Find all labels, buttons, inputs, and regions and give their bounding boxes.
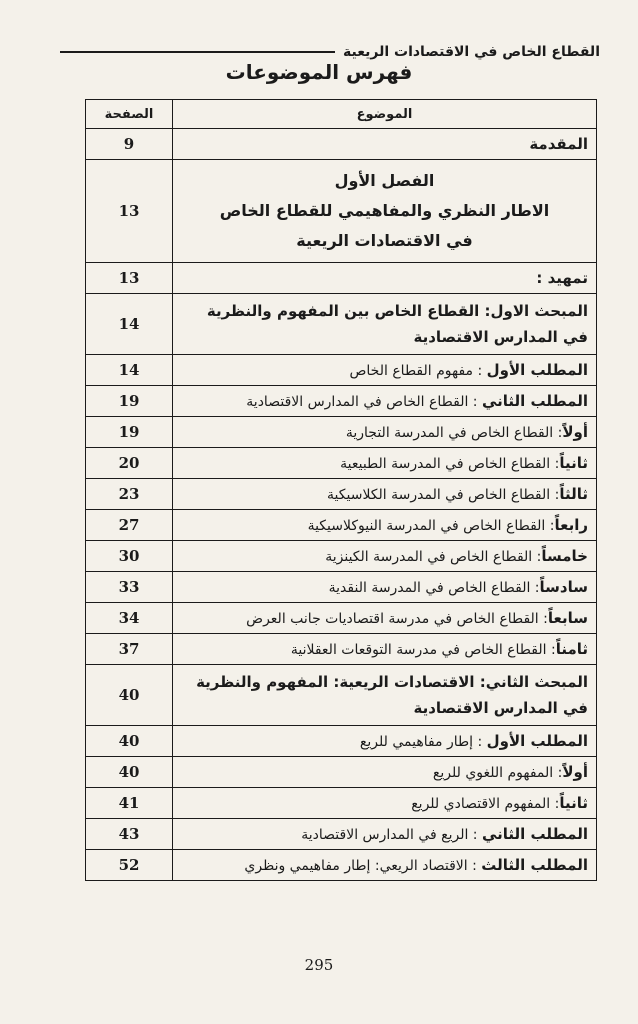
toc-entry-label: خامساً (541, 547, 588, 565)
toc-entry (173, 819, 597, 850)
toc-entry-text: : الريع في المدارس الاقتصادية (301, 827, 482, 843)
toc-row (86, 788, 597, 819)
toc-entry-label: المطلب الثاني (481, 825, 588, 843)
subject-column-header: الموضوع (173, 100, 597, 129)
toc-entry (173, 603, 597, 634)
toc-title: فهرس الموضوعات (225, 60, 413, 84)
toc-row (86, 850, 597, 881)
toc-header-row (86, 100, 597, 129)
toc-entry-text: : المفهوم اللغوي للريع (432, 765, 563, 781)
toc-entry-label: سادساً (539, 578, 588, 596)
toc-entry (173, 129, 597, 160)
toc-entry-page: 40 (86, 665, 173, 726)
toc-row (86, 572, 597, 603)
toc-entry (173, 665, 597, 726)
toc-entry-label: المطلب الثالث (481, 856, 588, 874)
running-head-rule (60, 51, 335, 53)
toc-entry-page: 19 (86, 386, 173, 417)
toc-entry (173, 510, 597, 541)
toc-entry-label: ثانياً (559, 454, 588, 472)
toc-entry (173, 386, 597, 417)
toc-entry-page: 40 (86, 757, 173, 788)
toc-entry-text: : القطاع الخاص في المدارس الاقتصادية (246, 394, 482, 410)
toc-entry (173, 726, 597, 757)
toc-entry-page: 27 (86, 510, 173, 541)
toc-entry-label: المطلب الأول (486, 361, 588, 379)
page-number: 295 (304, 956, 334, 974)
toc-entry (173, 263, 597, 294)
toc-row (86, 263, 597, 294)
toc-entry-label: أولاً (562, 763, 588, 781)
toc-row (86, 448, 597, 479)
toc-entry-text: : القطاع الخاص في مدرسة التوقعات العقلانية (290, 642, 556, 658)
toc-entry (173, 788, 597, 819)
toc-entry-text: : القطاع الخاص في المدرسة التجارية (345, 425, 563, 441)
toc-entry-text: : إطار مفاهيمي للريع (359, 734, 487, 750)
toc-entry-text: : القطاع الخاص في المدرسة النيوكلاسيكية (307, 518, 555, 534)
chapter-title-line: في الاقتصادات الريعية (296, 231, 473, 250)
toc-row (86, 603, 597, 634)
toc-row (86, 160, 597, 263)
toc-entry-label: ثالثاً (559, 485, 588, 503)
toc-entry-page: 14 (86, 294, 173, 355)
toc-row (86, 665, 597, 726)
toc-entry (173, 634, 597, 665)
toc-entry (173, 417, 597, 448)
toc-row (86, 479, 597, 510)
toc-entry-label: المطلب الأول (486, 732, 588, 750)
toc-entry-label: ثامناً (555, 640, 588, 658)
toc-entry (173, 850, 597, 881)
toc-entry-text: : المفهوم الاقتصادي للريع (411, 796, 560, 812)
toc-entry-page: 20 (86, 448, 173, 479)
toc-entry-label: سابعاً (547, 609, 588, 627)
toc-entry-page: 52 (86, 850, 173, 881)
toc-entry-page: 14 (86, 355, 173, 386)
toc-entry-text: : القطاع الخاص في المدرسة الكينزية (325, 549, 542, 565)
toc-entry-page: 9 (86, 129, 173, 160)
toc-entry-text: : القطاع الخاص في مدرسة اقتصاديات جانب العرض (246, 611, 548, 627)
toc-row (86, 726, 597, 757)
toc-entry-page: 13 (86, 263, 173, 294)
toc-row (86, 294, 597, 355)
toc-row (86, 819, 597, 850)
page-column-header: الصفحة (86, 100, 173, 129)
toc-entry-page: 41 (86, 788, 173, 819)
toc-entry-text: : مفهوم القطاع الخاص (349, 363, 487, 379)
toc-entry-page: 13 (86, 160, 173, 263)
toc-entry-page: 43 (86, 819, 173, 850)
toc-row (86, 634, 597, 665)
toc-row (86, 386, 597, 417)
toc-entry-page: 19 (86, 417, 173, 448)
toc-entry-text: : القطاع الخاص في المدرسة الطبيعية (340, 456, 560, 472)
toc-row (86, 355, 597, 386)
toc-entry-label: المبحث الاول: القطاع الخاص بين المفهوم والنظرية في المدارس الاقتصادية (206, 302, 588, 346)
toc-entry-text: : القطاع الخاص في المدرسة النقدية (328, 580, 540, 596)
toc-entry-label: رابعاً (554, 516, 588, 534)
toc-entry-page: 40 (86, 726, 173, 757)
toc-entry (173, 572, 597, 603)
toc-entry-page: 23 (86, 479, 173, 510)
chapter-title-line: الاطار النظري والمفاهيمي للقطاع الخاص (219, 201, 550, 220)
toc-table (85, 99, 597, 881)
toc-entry-page: 33 (86, 572, 173, 603)
toc-entry (173, 160, 597, 263)
toc-entry (173, 355, 597, 386)
toc-entry (173, 757, 597, 788)
toc-entry-label: أولاً (562, 423, 588, 441)
toc-entry (173, 541, 597, 572)
toc-row (86, 417, 597, 448)
toc-entry-label: المبحث الثاني: الاقتصادات الريعية: المفهوم والنظرية في المدارس الاقتصادية (196, 673, 588, 717)
running-head-title: القطاع الخاص في الاقتصادات الريعية (343, 44, 600, 60)
toc-entry-text: : الاقتصاد الريعي: إطار مفاهيمي ونظري (244, 858, 482, 874)
toc-body (86, 129, 597, 881)
toc-row (86, 510, 597, 541)
toc-entry (173, 479, 597, 510)
toc-entry-page: 34 (86, 603, 173, 634)
toc-entry-label: تمهيد : (536, 269, 588, 287)
toc-entry-label: ثانياً (559, 794, 588, 812)
toc-row (86, 757, 597, 788)
toc-entry-label: المقدمة (529, 135, 588, 153)
toc-entry (173, 294, 597, 355)
toc-row (86, 129, 597, 160)
toc-entry-page: 30 (86, 541, 173, 572)
toc-entry-label: المطلب الثاني (481, 392, 588, 410)
toc-row (86, 541, 597, 572)
toc-entry-text: : القطاع الخاص في المدرسة الكلاسيكية (327, 487, 560, 503)
toc-entry-page: 37 (86, 634, 173, 665)
chapter-title-line: الفصل الأول (334, 171, 435, 190)
toc-entry (173, 448, 597, 479)
